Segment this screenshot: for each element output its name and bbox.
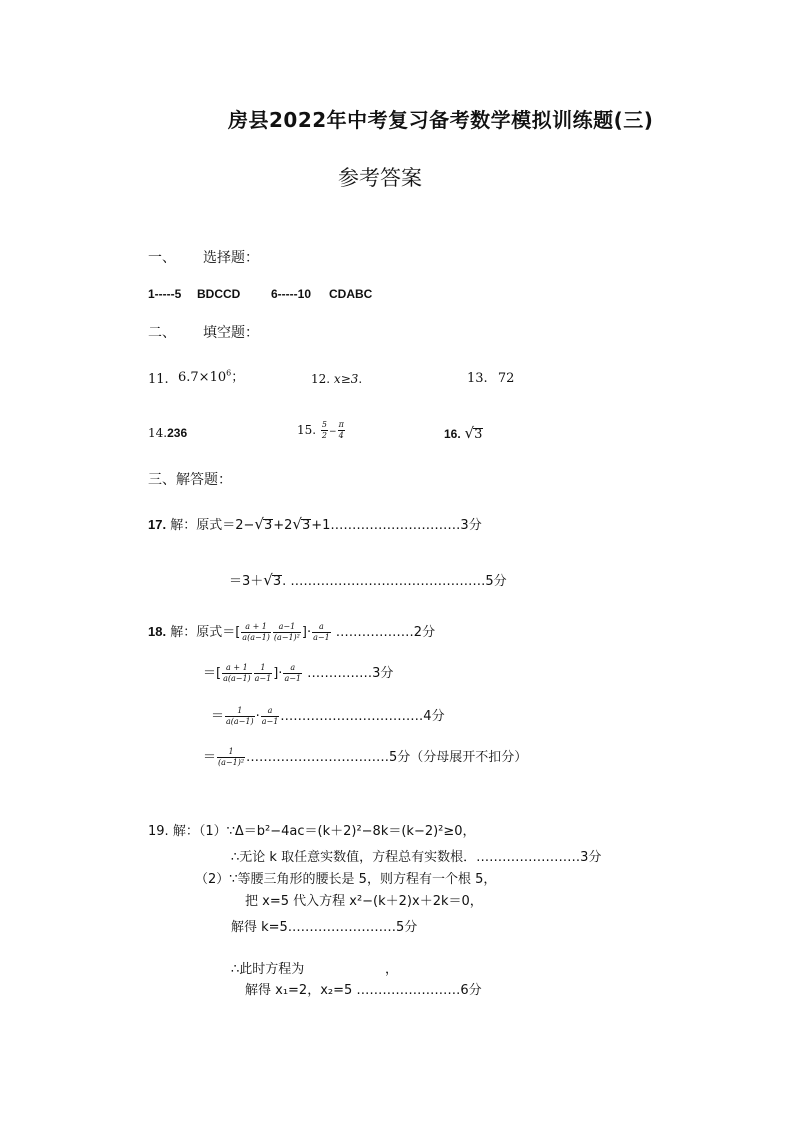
q18-l2-fraction-2: $\frac{1}{a-1}$ [254, 663, 272, 683]
q17-line1 [148, 514, 482, 533]
section3-heading: 三、解答题： [148, 472, 232, 488]
q12-value: x≥3 [333, 372, 359, 386]
section2-heading: 填空题： [203, 325, 259, 341]
q18-l3-fraction-2: $\frac{a}{a-1}$ [261, 706, 279, 726]
document-title: 房县2022年中考复习备考数学模拟训练题(三) [228, 108, 654, 132]
q18-line2 [203, 662, 393, 684]
q13-label: 13. [467, 371, 488, 386]
q18-l4-start: ＝ [203, 750, 217, 765]
q18-line3 [211, 705, 445, 727]
mc-range-2: 6-----10 [271, 287, 312, 301]
q15-minus: − [329, 427, 337, 437]
q17-line2-dot: . [282, 574, 287, 589]
section2-number: 二、 [148, 325, 176, 341]
q18-label: 18. [148, 624, 167, 639]
q17-radicand-3: 3 [272, 574, 282, 589]
q18-l1-close: ]· [301, 625, 312, 640]
mc-answers-1: BDCCD [197, 287, 241, 301]
q18-l2-close: ]· [273, 666, 283, 681]
q17-score-1: …………………………3分 [330, 518, 482, 533]
q19-line5: 解得 k=5.……………………5分 [231, 920, 418, 935]
q17-tail: +1 [311, 518, 331, 533]
q18-l3-fraction-1: $\frac{1}{a(a-1)}$ [226, 706, 254, 726]
q19-line1 [148, 820, 476, 839]
q18-l2-fraction-3: $\frac{a}{a-1}$ [284, 663, 301, 683]
q18-l3-dot: · [255, 709, 260, 724]
q19-part1-proof: 解：（1）∵Δ＝b²−4ac＝(k＋2)²−8k＝(k−2)²≥0， [172, 824, 476, 839]
q12-label: 12. [311, 372, 331, 386]
q18-score-4: ……………………………5分（分母展开不扣分） [246, 750, 528, 765]
q17-radicand-1: 3 [263, 518, 273, 533]
q12-answer [311, 372, 362, 386]
q18-score-3: ……………………………4分 [280, 709, 445, 724]
q19-line3: （2）∵等腰三角形的腰长是 5，则方程有一个根 5， [195, 872, 497, 887]
q19-line4: 把 x=5 代入方程 x²−(k＋2)x＋2k＝0， [245, 894, 483, 909]
q18-l2-start: ＝[ [203, 666, 222, 681]
q19-label: 19. [148, 824, 169, 839]
section1-number: 一、 [148, 250, 176, 266]
q17-radicand-2: 3 [301, 518, 311, 533]
q17-start: 解：原式＝2− [170, 518, 255, 533]
q17-line2 [229, 570, 507, 589]
sqrt-icon: √ [263, 571, 273, 589]
q17-mid: +2 [273, 518, 293, 533]
sqrt-icon: √ [464, 424, 475, 442]
q11-label: 11. [148, 372, 169, 387]
q15-answer [297, 420, 346, 441]
q18-l1-fraction-3: $\frac{a}{a-1}$ [313, 622, 330, 642]
q13-answer [467, 371, 514, 386]
q18-l1-fraction-1: $\frac{a + 1}{a(a-1)}$ [242, 622, 270, 642]
q17-line2-start: ＝3＋ [229, 574, 264, 589]
q11-separator: ； [231, 370, 245, 385]
q18-score-2: ……………3分 [303, 666, 394, 681]
q14-value: 236 [167, 426, 188, 440]
q16-label: 16. [444, 427, 461, 441]
q18-score-1: ………………2分 [331, 625, 436, 640]
q18-l1-fraction-2: $\frac{a-1}{\text{(a−1)²}}$ [273, 622, 300, 642]
q11-answer [178, 366, 244, 385]
q15-fraction-1: $\frac{5}{2}$ [321, 420, 328, 440]
q18-l4-fraction-1: $\frac{1}{\text{(a−1)²}}$ [218, 747, 245, 767]
q17-label: 17. [148, 517, 167, 532]
sqrt-icon: √ [254, 515, 264, 533]
q17-score-2: ………………………………………5分 [286, 574, 507, 589]
q18-start: 解：原式＝[ [170, 625, 241, 640]
q19-line6: ∴此时方程为 [231, 962, 305, 977]
mc-range-1: 1-----5 [148, 287, 182, 301]
q11-mantissa: 6.7×10 [178, 370, 227, 385]
q18-l2-fraction-1: $\frac{a + 1}{a(a-1)}$ [223, 663, 251, 683]
q18-l3-start: ＝ [211, 709, 225, 724]
sqrt-icon: √ [292, 515, 302, 533]
q12-end: . [358, 372, 363, 386]
q16-radicand: 3 [474, 427, 483, 442]
q13-value: 72 [497, 371, 515, 386]
q11-exponent: 6 [226, 368, 232, 378]
document-subtitle: 参考答案 [338, 166, 422, 190]
section1-heading: 选择题： [203, 250, 259, 266]
q15-fraction-2: $\frac{\pi}{4}$ [338, 420, 344, 440]
q19-line7: 解得 x₁=2，x₂=5 ……………………6分 [245, 983, 482, 998]
q14-label: 14. [148, 426, 168, 440]
mc-answers-2: CDABC [329, 287, 373, 301]
q14-answer [148, 426, 187, 440]
q15-label: 15. [297, 423, 317, 437]
q19-line2: ∴无论 k 取任意实数值，方程总有实数根．……………………3分 [231, 850, 602, 865]
q18-line4 [203, 746, 527, 768]
q16-answer [444, 424, 483, 442]
q18-line1 [148, 621, 435, 643]
q19-line6-end: ， [385, 962, 399, 977]
